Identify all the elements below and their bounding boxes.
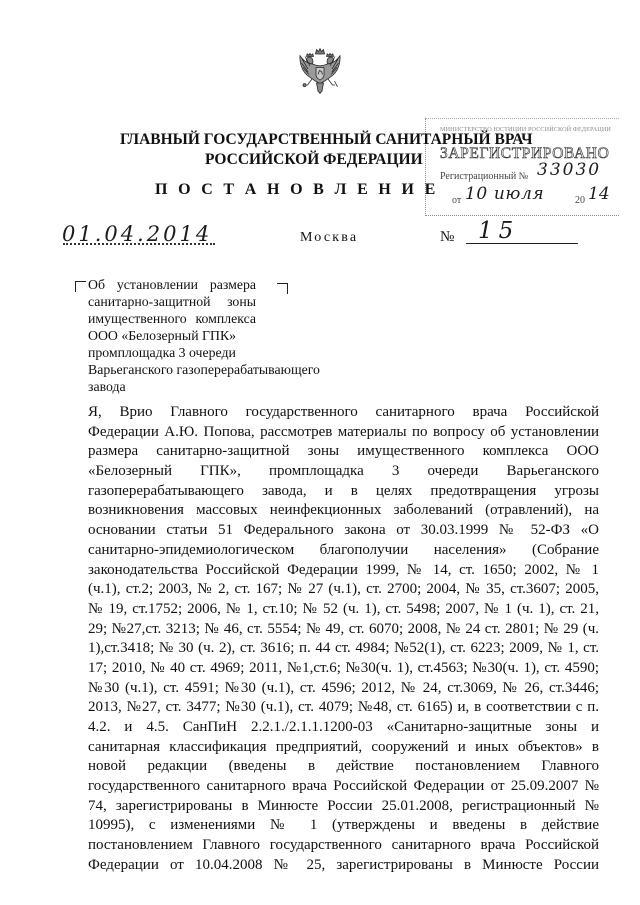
document-city: Москва bbox=[300, 230, 359, 245]
emblem-left-crown bbox=[307, 53, 314, 56]
body-line: размера санитарно-защитной зоны имущественного комплекса ООО bbox=[88, 443, 599, 460]
emblem-big-crown bbox=[316, 49, 325, 55]
title-line: санитарно-защитной зоны bbox=[88, 294, 256, 309]
stamp-year-suffix: 14 bbox=[588, 184, 610, 204]
body-line: Я, Врио Главного государственного санитарного врача Российской bbox=[88, 404, 599, 420]
document-number: 15 bbox=[478, 218, 520, 244]
body-line: санитарно-эпидемиологическом благополучии населения» (Собрание bbox=[88, 541, 599, 558]
body-line: Федерации от 10.04.2008 № 25, зарегистрированы в Минюсте России bbox=[88, 856, 599, 873]
document-number-label: № bbox=[440, 229, 455, 245]
title-line: имущественного комплекса bbox=[88, 311, 256, 326]
body-line: 1),ст.3418; № 30 (ч. 2), ст. 3616; п. 44 ст. 4984; №52(1), ст. 6223; 2009, № 1, ст. bbox=[88, 640, 599, 657]
title-line: Варьеганского газоперерабатывающего bbox=[88, 362, 320, 377]
body-line: 29; №27,ст. 3213; № 46, ст. 5554; № 49, ст. 6070; 2008, № 24 ст. 2801; № 29 (ч. bbox=[88, 620, 599, 637]
authority-line-1: ГЛАВНЫЙ ГОСУДАРСТВЕННЫЙ САНИТАРНЫЙ ВРАЧ bbox=[120, 131, 533, 148]
title-line: Об установлении размера bbox=[88, 277, 256, 292]
authority-line-2: РОССИЙСКОЙ ФЕДЕРАЦИИ bbox=[205, 151, 423, 168]
body-line: «Белозерный ГПК», промплощадка 3 очереди Варьеганского bbox=[88, 463, 599, 480]
body-line: № 19, ст.1752; 2006, № 1, ст.10; № 52 (ч. 1), ст. 5498; 2007, № 1 (ч. 1), ст. 21, bbox=[88, 600, 599, 617]
body-text bbox=[88, 403, 599, 876]
body-line: 17; 2010, № 40 ст. 4969; 2011, №1,ст.6; №30(ч. 1), ст.4563; №30(ч. 1), ст. 4590; bbox=[88, 659, 599, 676]
body-line: газоперерабатывающего завода, и в целях предотвращения угрозы bbox=[88, 482, 599, 499]
body-line: основании статьи 51 Федерального закона от 30.03.1999 № 52-ФЗ «О bbox=[88, 522, 599, 539]
emblem-right-crown bbox=[327, 53, 334, 56]
document-title bbox=[88, 276, 320, 395]
russian-coat-of-arms-icon bbox=[298, 47, 342, 99]
body-line: 74, зарегистрированы в Минюсте России 25.01.2008, регистрационный № bbox=[88, 797, 599, 814]
body-line: санитарная классификация предприятий, сооружений и иных объектов» в bbox=[88, 738, 599, 755]
body-line: 2013, №27, ст. 3477; №30 (ч.1), ст. 4079; №48, ст. 6165) и, в соответствии с п. bbox=[88, 699, 599, 716]
document-date: 01.04.2014 bbox=[62, 222, 213, 246]
stamp-year-prefix: 20 bbox=[575, 195, 585, 206]
stamp-status: ЗАРЕГИСТРИРОВАНО bbox=[440, 145, 610, 162]
body-line: 10995), с изменениями № 1 (утверждены и введены в действие bbox=[88, 817, 599, 834]
emblem-tail bbox=[317, 83, 324, 94]
title-line: ООО «Белозерный ГПК» bbox=[88, 328, 237, 343]
stamp-registration-number: 33030 bbox=[537, 160, 602, 180]
title-line: промплощадка 3 очереди bbox=[88, 345, 236, 360]
emblem-strokes bbox=[300, 49, 340, 94]
body-line: законодательства Российской Федерации 1999, № 14, ст. 1650; 2002, № 1 bbox=[88, 561, 599, 578]
body-line: №30 (ч.1), ст. 4591; №30 (ч.1), ст. 4596; 2012, № 24, ст.3069, № 26, ст.3446; bbox=[88, 679, 599, 696]
stamp-date-day-month: 10 июля bbox=[465, 184, 545, 204]
body-line: Федерации А.Ю. Попова, рассмотрев материалы по вопросу об установлении bbox=[88, 423, 599, 440]
emblem-shield bbox=[316, 68, 324, 81]
title-bracket-left bbox=[75, 281, 86, 292]
body-line: новой редакции (введены в действие постановлением Главного bbox=[88, 758, 599, 775]
title-line: завода bbox=[88, 379, 126, 394]
body-line: постановлением Главного государственного санитарного врача Российской bbox=[88, 837, 599, 854]
stamp-authority: МИНИСТЕРСТВО ЮСТИЦИИ РОССИЙСКОЙ ФЕДЕРАЦИИ bbox=[440, 126, 611, 133]
body-line: 4.2. и 4.5. СанПиН 2.2.1./2.1.1.1200-03 «Санитарно-защитные зоны и bbox=[88, 719, 599, 735]
body-line: государственного санитарного врача Российской Федерации от 25.09.2007 № bbox=[88, 778, 599, 795]
emblem-graphic bbox=[298, 47, 342, 99]
stamp-registration-label: Регистрационный № bbox=[440, 171, 529, 182]
document-type-heading: П О С Т А Н О В Л Е Н И Е bbox=[155, 181, 439, 198]
stamp-date-prefix: от bbox=[452, 195, 462, 206]
body-line: (ч.1), ст.2; 2003, № 2, ст. 167; № 27 (ч.1), ст. 2700; 2004, № 35, ст.3607; 2005, bbox=[88, 581, 599, 598]
body-line: возникновения массовых неинфекционных заболеваний (отравлений), на bbox=[88, 502, 599, 519]
